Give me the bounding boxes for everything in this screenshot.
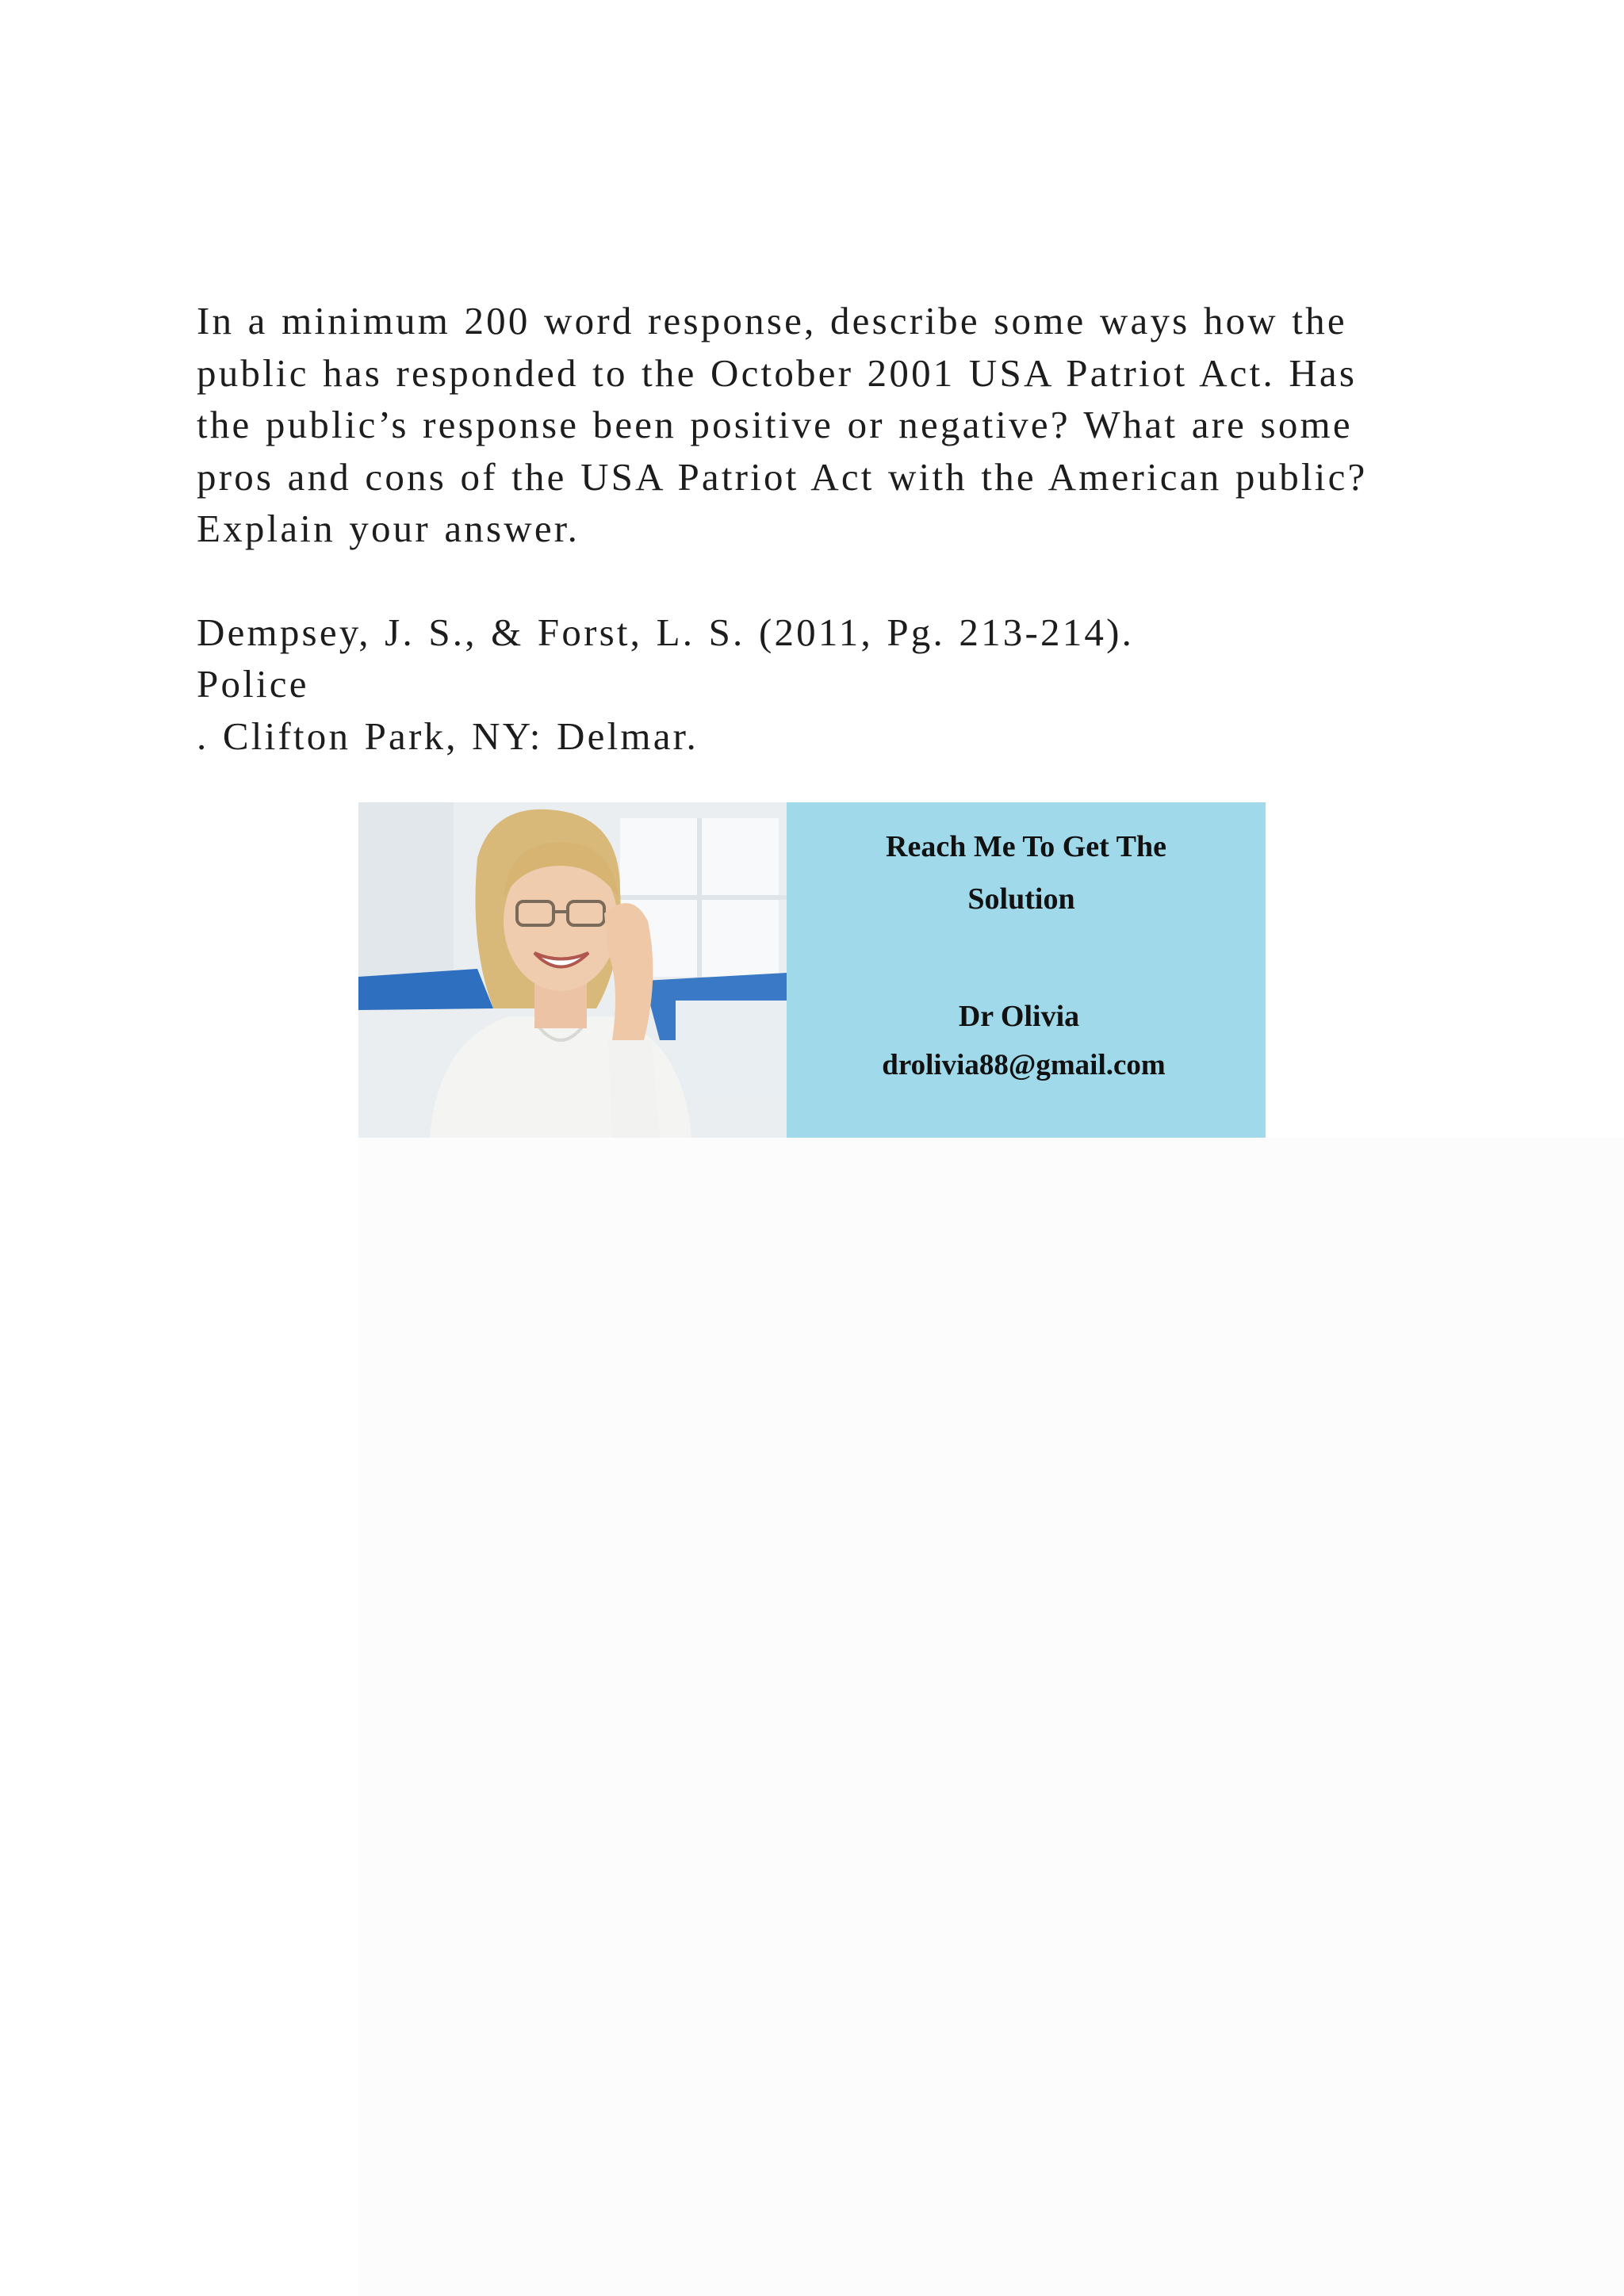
reference-line: . Clifton Park, NY: Delmar. (197, 714, 699, 758)
question-line: In a minimum 200 word response, describe some ways how the (197, 299, 1347, 342)
contact-email[interactable]: drolivia88@gmail.com (882, 1049, 1166, 1081)
question-line: the public’s response been positive or negative? What are some (197, 403, 1353, 446)
reference-line: Police (197, 662, 309, 706)
woman-illustration-icon (358, 802, 787, 1138)
banner-heading-2: Solution (967, 882, 1075, 916)
contact-name: Dr Olivia (958, 1000, 1080, 1033)
banner-heading: Reach Me To Get The (886, 830, 1166, 863)
background-panel (358, 1138, 1624, 2296)
reference-line: Dempsey, J. S., & Forst, L. S. (2011, Pg. 213-214). (197, 610, 1135, 654)
contact-info-panel (787, 802, 1266, 1138)
document-body (197, 295, 1434, 762)
paragraph-gap (197, 555, 1434, 607)
question-line: pros and cons of the USA Patriot Act with the American public? (197, 454, 1368, 499)
question-line: Explain your answer. (197, 507, 580, 550)
smiling-woman-photo (358, 802, 787, 1138)
question-line: public has responded to the October 2001 USA Patriot Act. Has (197, 350, 1358, 395)
contact-banner (358, 802, 1266, 1138)
